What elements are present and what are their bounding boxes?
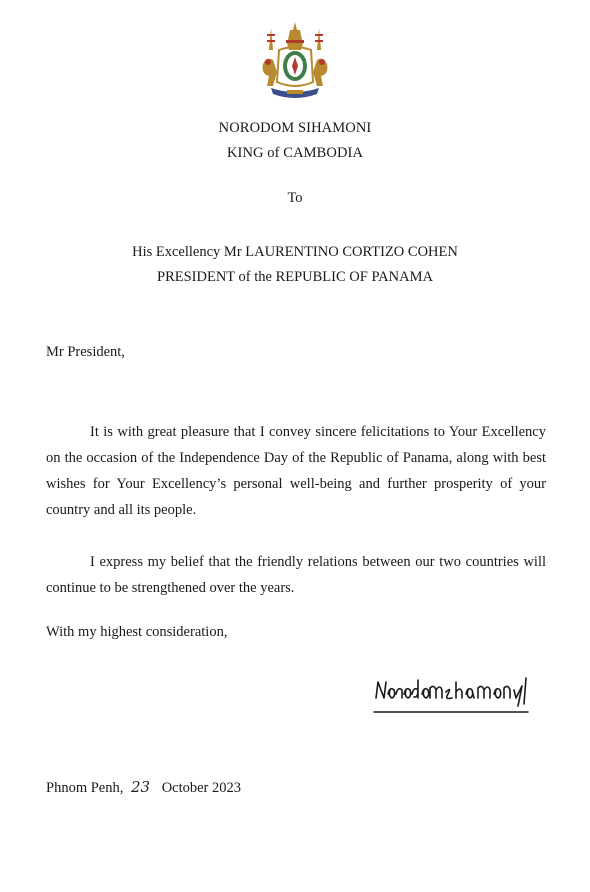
signature-icon bbox=[372, 672, 532, 720]
sender-block bbox=[0, 116, 590, 166]
royal-coat-of-arms-icon bbox=[257, 20, 333, 104]
to-label: To bbox=[287, 190, 303, 206]
salutation: Mr President, bbox=[46, 344, 125, 360]
handwritten-day: 23 bbox=[130, 778, 151, 796]
recipient-line-1: His Excellency Mr LAURENTINO CORTIZO COHEN bbox=[132, 244, 458, 260]
sender-name: NORODOM SIHAMONI bbox=[218, 120, 372, 136]
place-and-date bbox=[46, 778, 241, 797]
place: Phnom Penh, bbox=[46, 780, 124, 796]
body-paragraph-2: I express my belief that the friendly relations between our two countries will continue to be strengthened over the years. bbox=[46, 554, 546, 596]
month-year: October 2023 bbox=[161, 780, 242, 796]
recipient-block bbox=[0, 240, 590, 290]
body-paragraph-1: It is with great pleasure that I convey sincere felicitations to Your Excellency on the occasion of the Independence Day of the Republic of Panama, along with best wishes for Your Excellency’s personal well-being and further prosperity of your country and all its people. bbox=[46, 424, 546, 518]
recipient-line-2: PRESIDENT of the REPUBLIC OF PANAMA bbox=[157, 269, 433, 285]
closing-line: With my highest consideration, bbox=[46, 624, 228, 640]
sender-title: KING of CAMBODIA bbox=[226, 145, 364, 161]
